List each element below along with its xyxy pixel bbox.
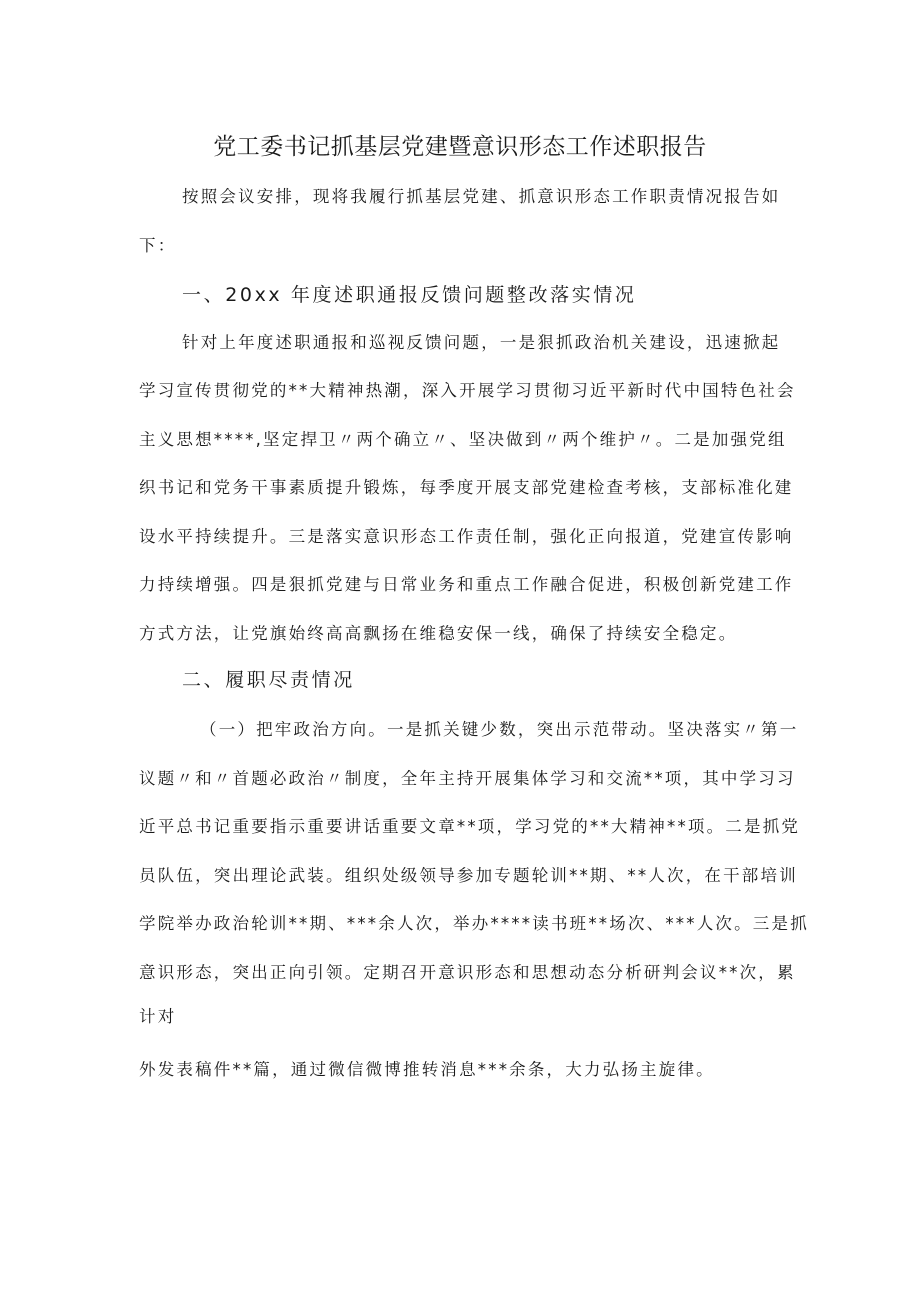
paragraph-line: （一）把牢政治方向。一是抓关键少数，突出示范带动。坚决落实〃第一 [200, 720, 799, 739]
paragraph-line: 按照会议安排，现将我履行抓基层党建、抓意识形态工作职责情况报告如 [182, 187, 781, 206]
paragraph-line: 针对上年度述职通报和巡视反馈问题，一是狠抓政治机关建设，迅速掀起 [182, 333, 781, 352]
paragraph-line: 主义思想****,坚定捍卫〃两个确立〃、坚决做到〃两个维护〃。二是加强党组 [139, 430, 787, 449]
paragraph-line: 方式方法，让党旗始终高高飘扬在维稳安保一线，确保了持续安全稳定。 [139, 624, 738, 643]
paragraph-line: 员队伍，突出理论武装。组织处级领导参加专题轮训**期、**人次，在干部培训 [139, 866, 798, 885]
document-title: 党工委书记抓基层党建暨意识形态工作述职报告 [213, 134, 707, 160]
paragraph-line: 议题〃和〃首题必政治〃制度，全年主持开展集体学习和交流**项，其中学习习 [139, 769, 796, 788]
section-heading-1: 一、20xx 年度述职通报反馈问题整改落实情况 [182, 284, 637, 306]
paragraph-line: 力持续增强。四是狠抓党建与日常业务和重点工作融合促进，积极创新党建工作 [139, 575, 794, 594]
paragraph-line: 学院举办政治轮训**期、***余人次，举办****读书班**场次、***人次。三是抓 [139, 914, 809, 933]
paragraph-line: 下： [139, 236, 177, 255]
paragraph-line: 学习宣传贯彻党的**大精神热潮，深入开展学习贯彻习近平新时代中国特色社会 [139, 381, 796, 400]
paragraph-line: 计对 [139, 1007, 177, 1026]
paragraph-line: 意识形态，突出正向引领。定期召开意识形态和思想动态分析研判会议**次，累 [139, 963, 796, 982]
section-heading-2: 二、履职尽责情况 [182, 669, 355, 691]
paragraph-line: 织书记和党务干事素质提升锻炼，每季度开展支部党建检查考核，支部标准化建 [139, 478, 794, 497]
paragraph-line: 近平总书记重要指示重要讲话重要文章**项，学习党的**大精神**项。二是抓党 [139, 817, 801, 836]
paragraph-line: 外发表稿件**篇，通过微信微博推转消息***余条，大力弘扬主旋律。 [139, 1060, 715, 1079]
paragraph-line: 设水平持续提升。三是落实意识形态工作责任制，强化正向报道，党建宣传影响 [139, 527, 794, 546]
